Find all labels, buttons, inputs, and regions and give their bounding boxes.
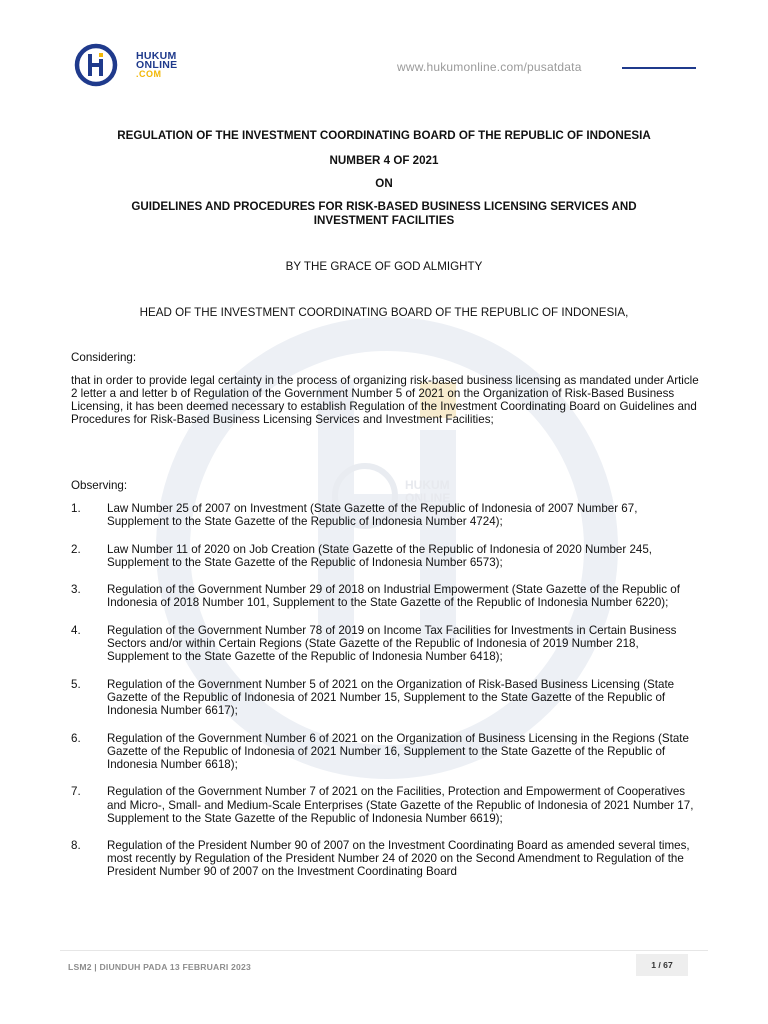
logo-word-hukum: HUKUM — [136, 50, 177, 62]
head-of-board: HEAD OF THE INVESTMENT COORDINATING BOARD OF THE REPUBLIC OF INDONESIA, — [139, 306, 629, 319]
svg-text:ONLINE: ONLINE — [405, 491, 451, 505]
footer-divider — [60, 950, 708, 951]
grace-of-god: BY THE GRACE OF GOD ALMIGHTY — [285, 260, 483, 273]
list-number: 4. — [71, 624, 81, 638]
list-item — [71, 785, 701, 824]
list-text: Regulation of the Government Number 5 of 2021 on the Organization of Risk-Based Business Licensing (State Gazette of the Republic of Indonesia of 2021 Number 15, Supplement to the State Gazette of the Republic of Indonesia Number 6617); — [107, 677, 675, 718]
list-number: 3. — [71, 583, 81, 597]
regulation-title: REGULATION OF THE INVESTMENT COORDINATING BOARD OF THE REPUBLIC OF INDONESIA — [117, 129, 651, 142]
regulation-subject-line2: INVESTMENT FACILITIES — [313, 214, 455, 227]
page-indicator: 1 / 67 — [636, 954, 688, 976]
list-text: Law Number 25 of 2007 on Investment (State Gazette of the Republic of Indonesia of 2007 Number 67, Supplement to the State Gazette of the Republic of Indonesia Number 4724); — [107, 502, 638, 529]
download-info: LSM2 | DIUNDUH PADA 13 FEBRUARI 2023 — [68, 962, 251, 972]
list-text: Regulation of the Government Number 6 of 2021 on the Organization of Business Licensing in the Regions (State Gazette of the Republic of Indonesia of 2021 Number 16, Supplement to the State Gazette of the Republic of Indonesia Number 6618); — [107, 731, 689, 771]
list-number: 2. — [71, 542, 81, 556]
list-item — [71, 839, 701, 878]
observing-list — [71, 502, 701, 893]
list-number: 6. — [71, 731, 81, 745]
logo-wordmark — [136, 52, 177, 79]
list-number: 8. — [71, 839, 81, 853]
site-url-link[interactable]: www.hukumonline.com/pusatdata — [397, 60, 582, 74]
list-text: Regulation of the President Number 90 of 2007 on the Investment Coordinating Board as amended several times, most recently by Regulation of the President Number 24 of 2020 on the Second Amendment to Regulation of the President Number 90 of 2007 on the Investment Coordinating Board — [107, 839, 690, 879]
observing-label: Observing: — [71, 479, 128, 492]
list-text: Regulation of the Government Number 29 of 2018 on Industrial Empowerment (State Gazette of the Republic of Indonesia of 2018 Number 101, Supplement to the State Gazette of the Republic of Indonesia Number 6220); — [107, 583, 680, 610]
list-text: Regulation of the Government Number 7 of 2021 on the Facilities, Protection and Empowerment of Cooperatives and Micro-, Small- and Medium-Scale Enterprises (State Gazette of the Republic of Indonesia of 2021 Number 17, Supplement to the State Gazette of the Republic of Indonesia Number 6619); — [107, 785, 694, 825]
regulation-subject-line1: GUIDELINES AND PROCEDURES FOR RISK-BASED BUSINESS LICENSING SERVICES AND — [131, 200, 637, 213]
header-accent-line — [622, 67, 696, 69]
list-item — [71, 678, 701, 717]
regulation-on: ON — [375, 177, 393, 190]
considering-text: that in order to provide legal certainty in the process of organizing risk-based business licensing as mandated under Article 2 letter a and letter b of Regulation of the Government Number 5 of 2021 on the Organization of Risk-Based Business Licensing, it has been deemed necessary to establish Regulation of the Investment Coordinating Board on Guidelines and Procedures for Risk-Based Business Licensing Services and Investment Facilities; — [71, 374, 699, 427]
list-item — [71, 502, 701, 528]
list-item — [71, 583, 701, 609]
svg-text:HUKUM: HUKUM — [405, 478, 450, 492]
list-text: Regulation of the Government Number 78 of 2019 on Income Tax Facilities for Investments in Certain Business Sectors and/or within Certain Regions (State Gazette of the Republic of Indonesia of 2019 Number 218, Supplement to the State Gazette of the Republic of Indonesia Number 6418); — [107, 624, 677, 664]
list-number: 7. — [71, 785, 81, 799]
list-number: 1. — [71, 502, 81, 515]
list-number: 5. — [71, 677, 81, 691]
logo-word-online: ONLINE — [136, 59, 178, 71]
regulation-number: NUMBER 4 OF 2021 — [329, 154, 439, 167]
list-item — [71, 543, 701, 569]
logo-word-com: .COM — [136, 69, 162, 79]
considering-label: Considering: — [71, 351, 137, 364]
list-item — [71, 732, 701, 771]
list-item — [71, 624, 701, 663]
list-text: Law Number 11 of 2020 on Job Creation (State Gazette of the Republic of Indonesia of 2020 Number 245, Supplement to the State Gazette of the Republic of Indonesia Number 6573); — [107, 542, 653, 569]
